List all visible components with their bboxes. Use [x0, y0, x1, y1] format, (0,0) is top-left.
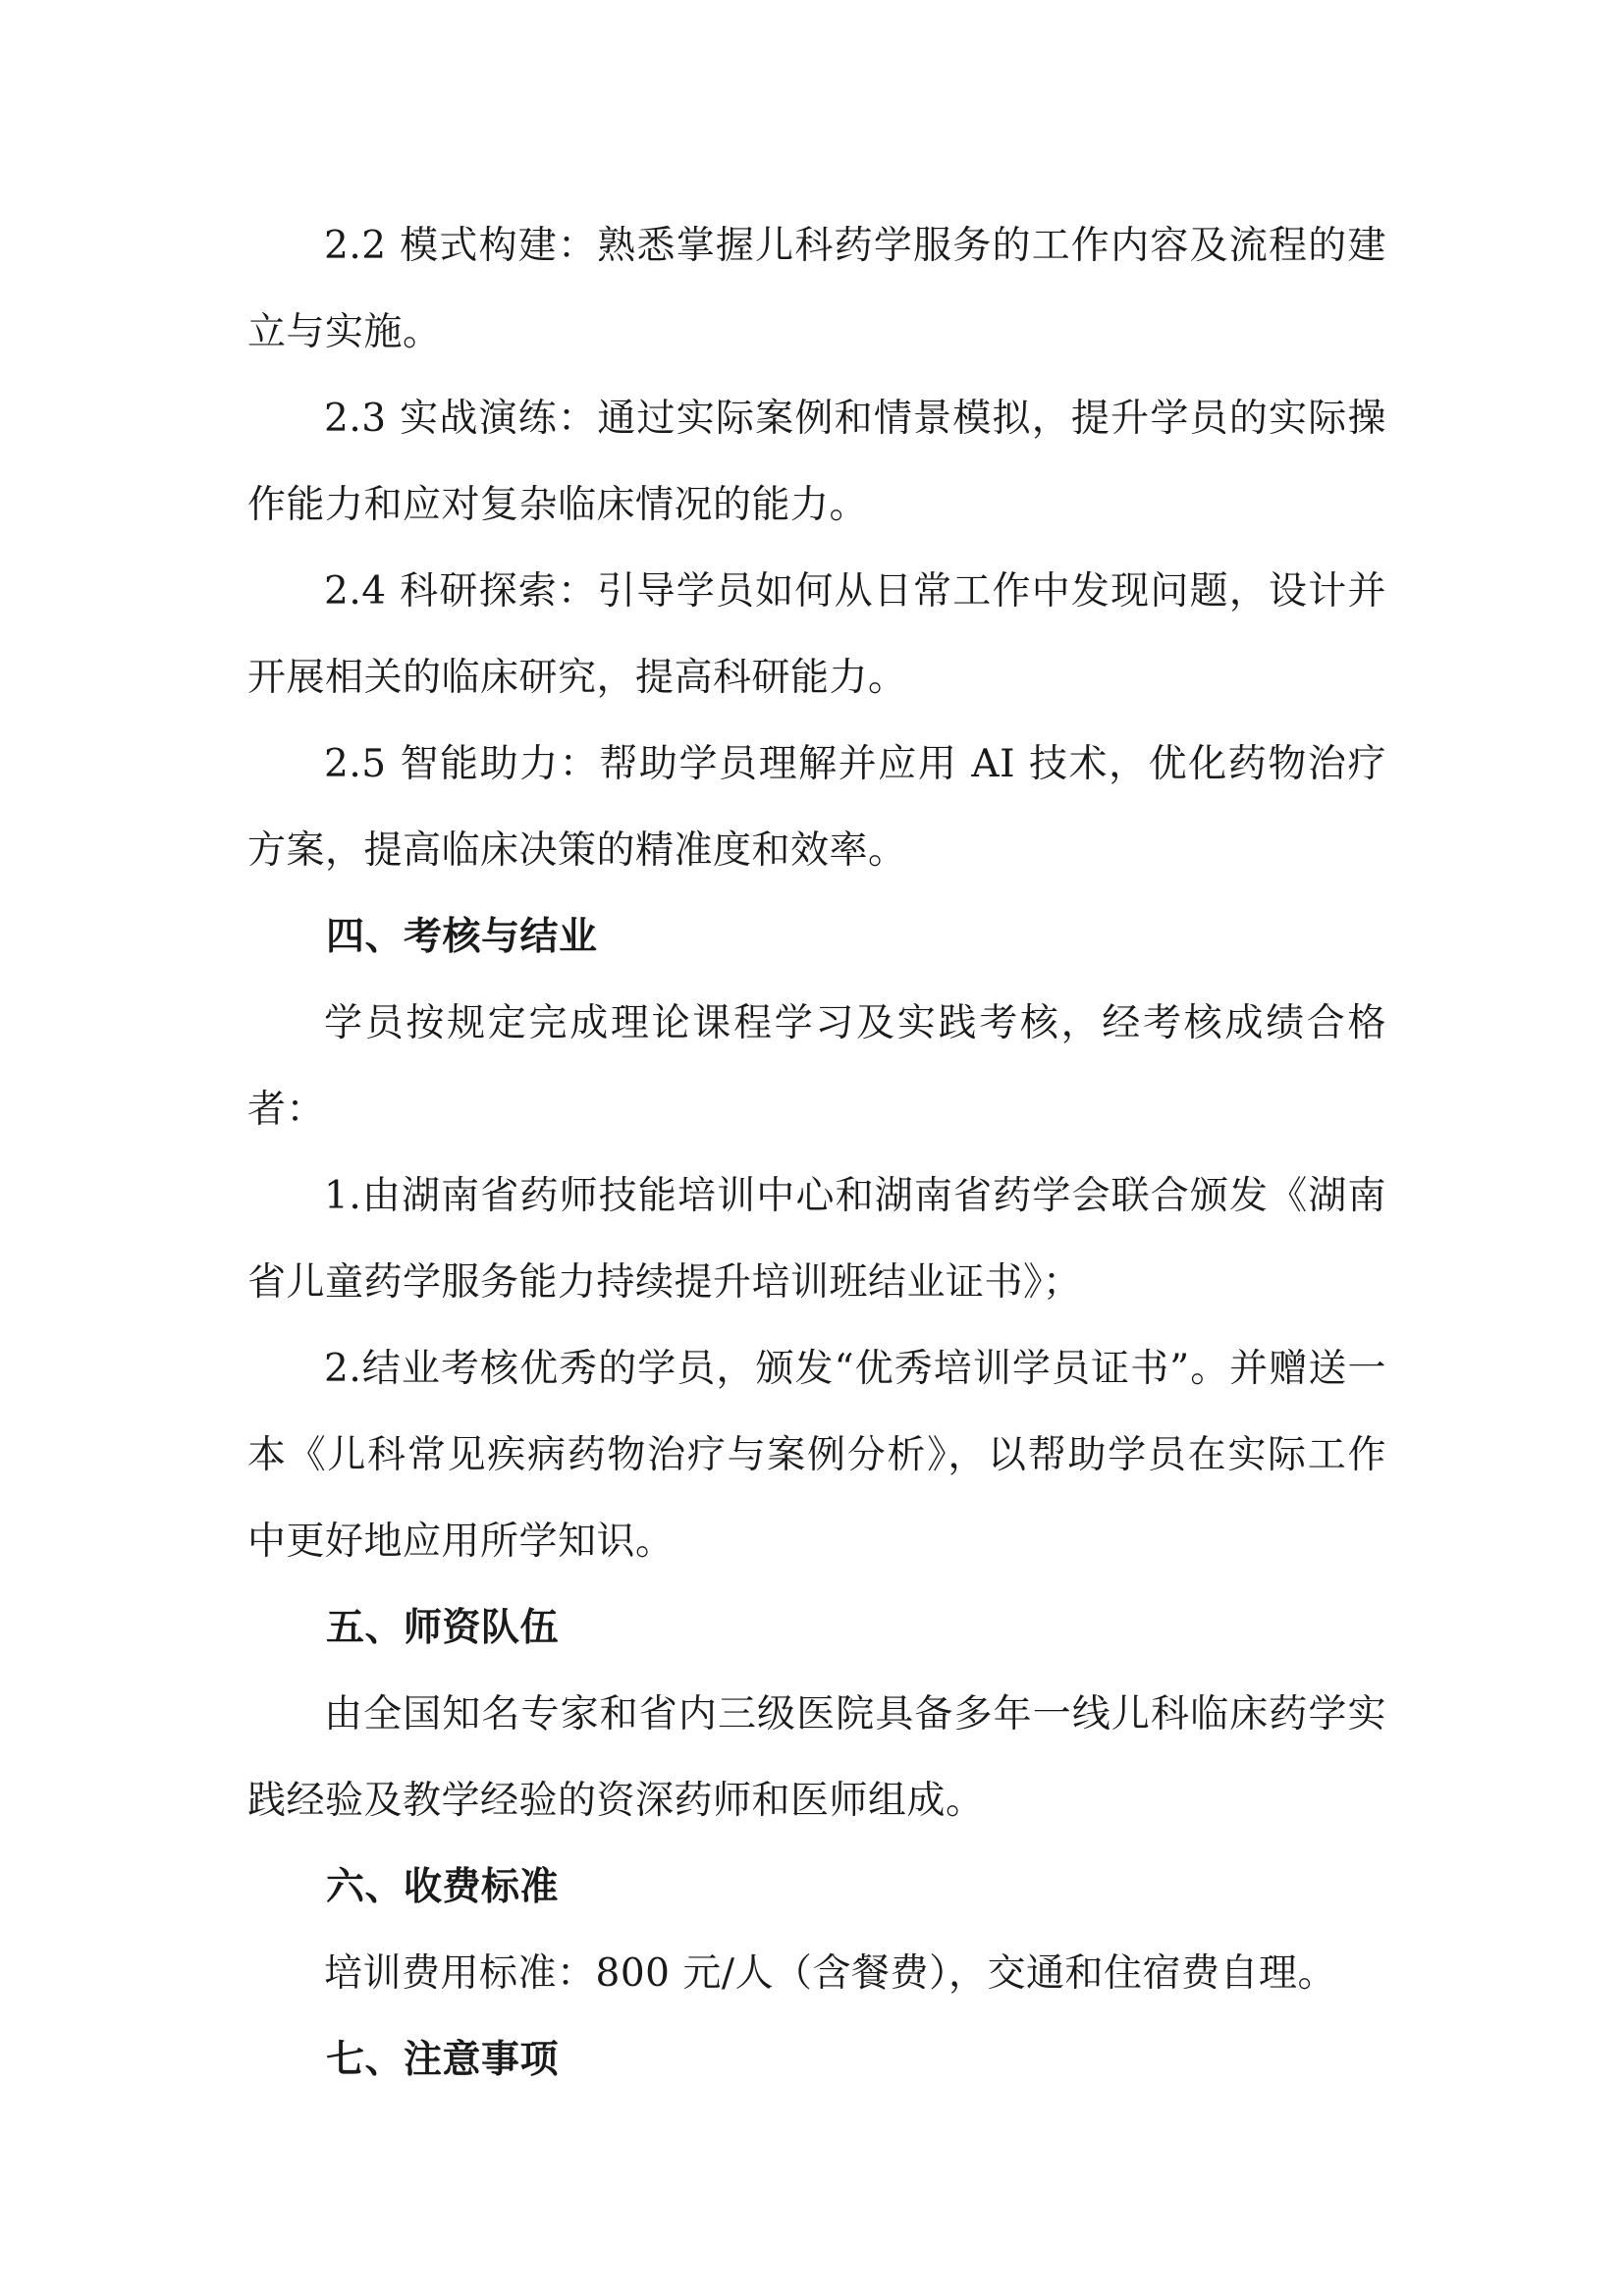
section-4-heading: 四、考核与结业 — [326, 915, 598, 959]
section-4-item-1: 1.由湖南省药师技能培训中心和湖南省药学会联合颁发《湖南省儿童药学服务能力持续提升培训班结业证书》； — [247, 1174, 1386, 1305]
section-4-item-2: 2.结业考核优秀的学员，颁发“优秀培训学员证书”。并赠送一本《儿科常见疾病药物治疗与案例分析》，以帮助学员在实际工作中更好地应用所学知识。 — [247, 1347, 1386, 1564]
section-6-heading: 六、收费标准 — [326, 1865, 560, 1909]
section-5-heading: 五、师资队伍 — [326, 1606, 560, 1650]
item-2-2: 2.2 模式构建：熟悉掌握儿科药学服务的工作内容及流程的建立与实施。 — [247, 224, 1386, 354]
section-6-body: 培训费用标准：800 元/人（含餐费），交通和住宿费自理。 — [324, 1951, 1336, 1996]
item-2-4: 2.4 科研探索：引导学员如何从日常工作中发现问题，设计并开展相关的临床研究，提高科研能力。 — [247, 569, 1386, 700]
document-page — [247, 203, 1386, 2104]
section-7-heading: 七、注意事项 — [326, 2038, 560, 2082]
item-2-5: 2.5 智能助力：帮助学员理解并应用 AI 技术，优化药物治疗方案，提高临床决策的精准度和效率。 — [247, 742, 1386, 873]
section-5-body: 由全国知名专家和省内三级医院具备多年一线儿科临床药学实践经验及教学经验的资深药师和医师组成。 — [247, 1692, 1386, 1823]
item-2-3: 2.3 实战演练：通过实际案例和情景模拟，提升学员的实际操作能力和应对复杂临床情况的能力。 — [247, 397, 1386, 527]
section-4-intro: 学员按规定完成理论课程学习及实践考核，经考核成绩合格者： — [247, 1001, 1386, 1132]
